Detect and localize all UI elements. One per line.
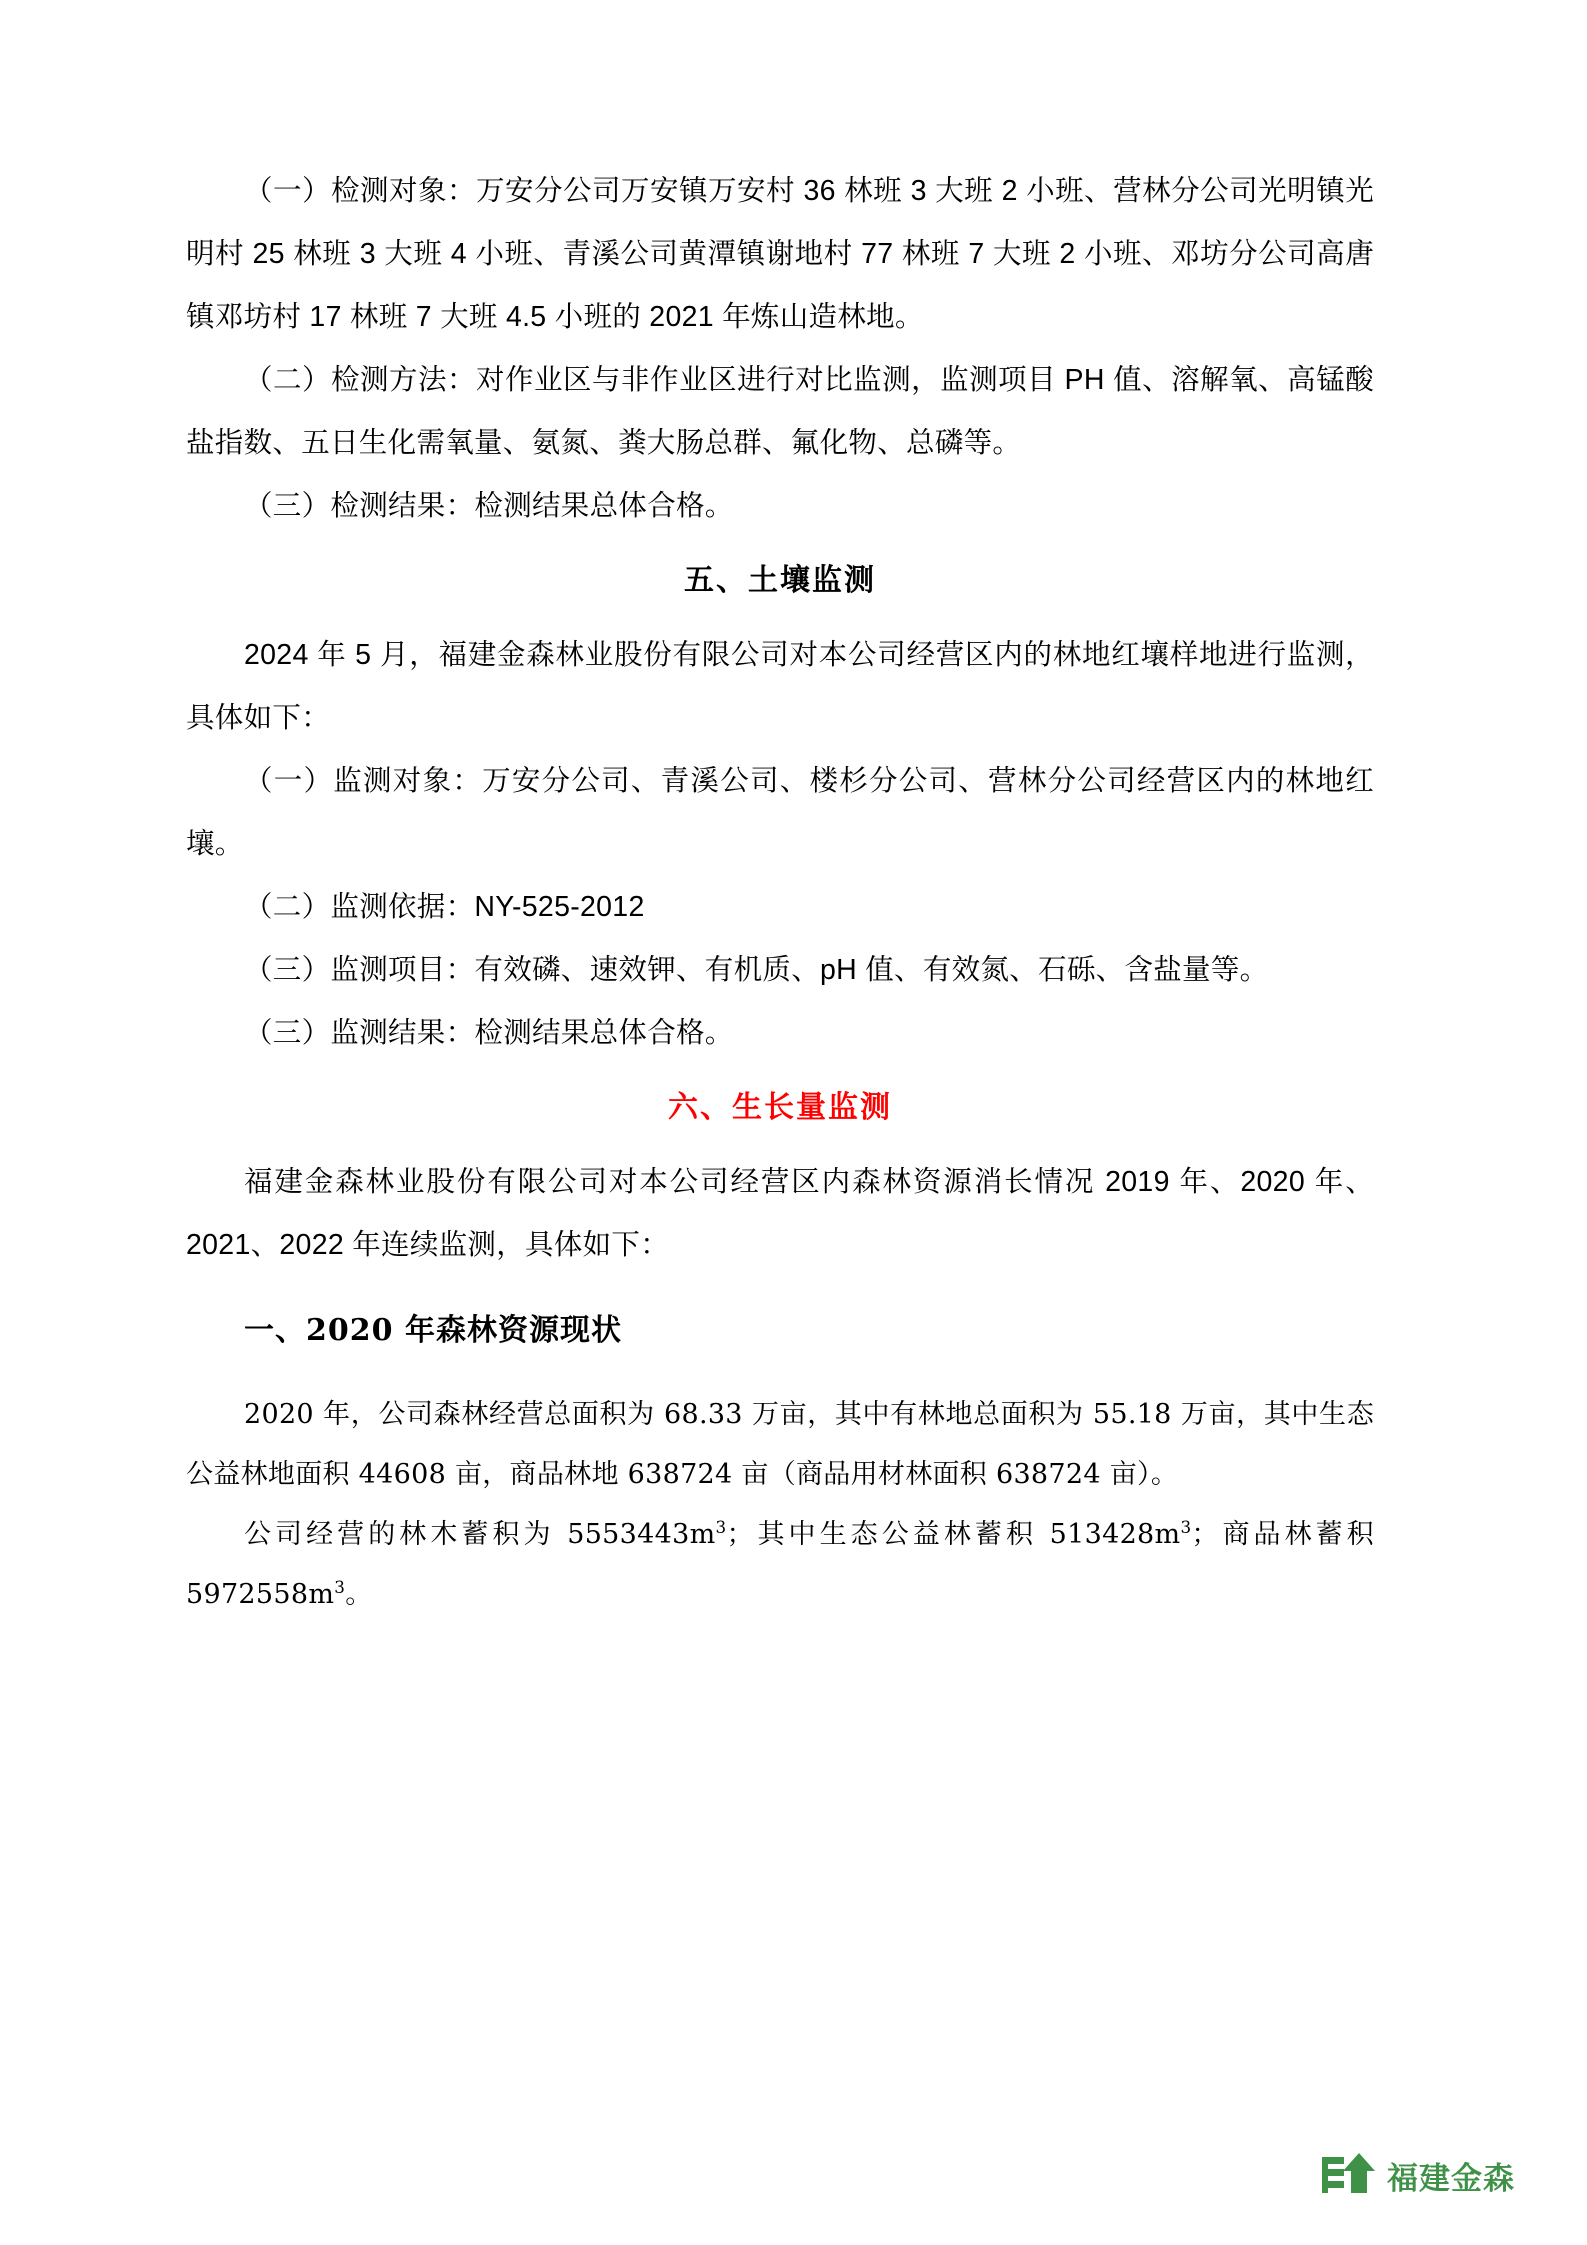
paragraph-growth-intro: 福建金森林业股份有限公司对本公司经营区内森林资源消长情况 2019 年、2020 年、2021、2022 年连续监测，具体如下： <box>186 1166 1374 1261</box>
paragraph-soil-basis: （二）监测依据：NY-525-2012 <box>244 891 645 923</box>
paragraph-soil-result: （三）监测结果：检测结果总体合格。 <box>244 1017 734 1049</box>
paragraph-soil-object: （一）监测对象：万安分公司、青溪公司、楼杉分公司、营林分公司经营区内的林地红壤。 <box>186 765 1374 860</box>
document-body <box>186 160 1374 1625</box>
volume-text-1: 公司经营的林木蓄积为 5553443m <box>244 1519 716 1550</box>
spacer <box>186 616 1374 624</box>
volume-text-3: ；商品林蓄积 5972558m <box>186 1519 1374 1610</box>
spacer <box>186 1277 1374 1295</box>
spacer <box>186 1367 1374 1385</box>
heading-soil-monitoring: 五、土壤监测 <box>684 564 876 597</box>
paragraph-soil-intro: 2024 年 5 月，福建金森林业股份有限公司对本公司经营区内的林地红壤样地进行监测，具体如下： <box>186 639 1374 734</box>
spacer <box>186 1143 1374 1151</box>
spacer <box>186 1065 1374 1073</box>
paragraph-2020-volume <box>186 1505 1374 1625</box>
spacer <box>186 538 1374 546</box>
heading-2020-forest-status: 一、2020 年森林资源现状 <box>244 1313 622 1348</box>
volume-text-2: ；其中生态公益林蓄积 513428m <box>726 1519 1181 1550</box>
volume-sup-1: 3 <box>715 1517 727 1537</box>
heading-growth-monitoring: 六、生长量监测 <box>668 1091 892 1124</box>
forest-logo-icon <box>1321 2149 1377 2201</box>
volume-text-4: 。 <box>345 1579 373 1610</box>
company-logo <box>1321 2149 1515 2201</box>
paragraph-inspection-method: （二）检测方法：对作业区与非作业区进行对比监测，监测项目 PH 值、溶解氧、高锰酸盐指数、五日生化需氧量、氨氮、粪大肠总群、氟化物、总磷等。 <box>186 364 1374 459</box>
volume-sup-2: 3 <box>1180 1517 1192 1537</box>
paragraph-soil-items: （三）监测项目：有效磷、速效钾、有机质、pH 值、有效氮、石砾、含盐量等。 <box>244 954 1269 986</box>
logo-label: 福建金森 <box>1387 2160 1515 2197</box>
paragraph-inspection-object: （一）检测对象：万安分公司万安镇万安村 36 林班 3 大班 2 小班、营林分公司光明镇光明村 25 林班 3 大班 4 小班、青溪公司黄潭镇谢地村 77 林班 7 大班 2 小班、邓坊分公司高唐镇邓坊村 17 林班 7 大班 4.5 小班的 2021 年炼山造林地。 <box>186 175 1374 333</box>
paragraph-inspection-result: （三）检测结果：检测结果总体合格。 <box>244 490 734 522</box>
paragraph-2020-area: 2020 年，公司森林经营总面积为 68.33 万亩，其中有林地总面积为 55.18 万亩，其中生态公益林地面积 44608 亩，商品林地 638724 亩（商品用材林面积 638724 亩）。 <box>186 1399 1374 1490</box>
volume-sup-3: 3 <box>334 1577 346 1597</box>
